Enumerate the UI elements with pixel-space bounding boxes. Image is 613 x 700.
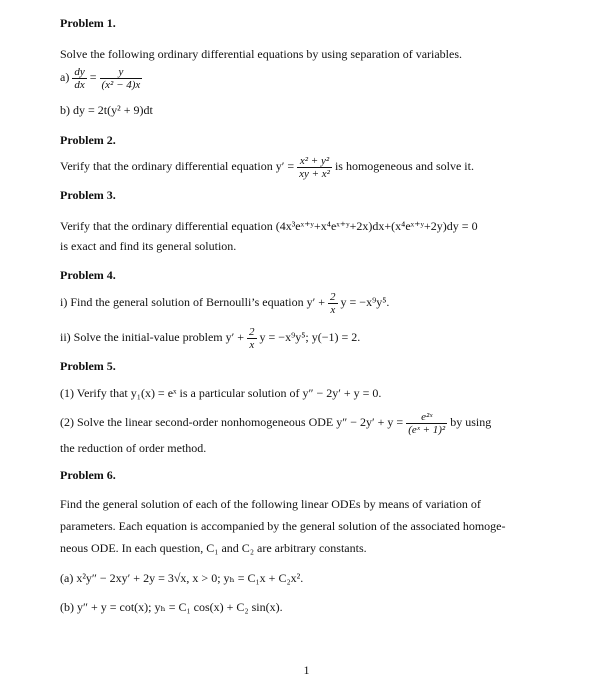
- problem-3-title: Problem 3.: [60, 188, 116, 202]
- problem-6-para-line-3: neous ODE. In each question, C₁ and C₂ are arbitrary constants.: [60, 541, 367, 555]
- problem-4-ii-pre: ii) Solve the initial-value problem y′ +: [60, 330, 245, 344]
- problem-4-i: [60, 287, 389, 317]
- fraction-denominator: xy + x²: [299, 167, 330, 180]
- problem-5-q2-line-2: the reduction of order method.: [60, 441, 207, 455]
- equals-sign: =: [89, 70, 97, 84]
- problem-1b: b) dy = 2t(y² + 9)dt: [60, 103, 153, 117]
- problem-6-para-line-1: Find the general solution of each of the following linear ODEs by means of variation of: [60, 497, 481, 511]
- problem-4-title: Problem 4.: [60, 268, 116, 282]
- problem-1a: [60, 62, 142, 92]
- problem-5-title: Problem 5.: [60, 359, 116, 373]
- problem-4-ii-fraction: [247, 326, 257, 351]
- fraction-denominator: x: [328, 303, 338, 316]
- problem-1-title: Problem 1.: [60, 16, 116, 30]
- fraction-numerator: y: [118, 65, 124, 78]
- problem-4-ii: [60, 322, 360, 352]
- problem-5-q1: (1) Verify that y₁(x) = eˣ is a particular solution of y″ − 2y′ + y = 0.: [60, 386, 382, 400]
- problem-1a-rhs-fraction: [100, 66, 143, 91]
- fraction-denominator: (x² − 4)x: [101, 78, 141, 91]
- problem-6-title: Problem 6.: [60, 468, 116, 482]
- problem-2-statement: [60, 150, 474, 182]
- problem-2-text-pre: Verify that the ordinary differential equation y′ =: [60, 159, 295, 173]
- problem-5-q2-fraction: [406, 411, 447, 436]
- fraction-denominator: x: [247, 338, 257, 351]
- fraction-numerator: 2: [330, 290, 336, 303]
- fraction-numerator: e²ˣ: [421, 410, 433, 423]
- page-number: 1: [303, 663, 310, 677]
- problem-4-i-post: y = −x⁹y⁵.: [340, 295, 390, 309]
- problem-4-i-fraction: [328, 291, 338, 316]
- fraction-numerator: dy: [74, 65, 85, 78]
- fraction-numerator: x² + y²: [299, 154, 330, 167]
- problem-3-line-2: is exact and find its general solution.: [60, 239, 237, 253]
- problem-6b: (b) y″ + y = cot(x); yₕ = C₁ cos(x) + C₂ sin(x).: [60, 600, 283, 614]
- problem-2-text-post: is homogeneous and solve it.: [334, 159, 474, 173]
- problem-6-para-line-2: parameters. Each equation is accompanied by the general solution of the associated homoge-: [60, 519, 506, 533]
- problem-6a: (a) x²y″ − 2xy′ + 2y = 3√x, x > 0; yₕ = C₁x + C₂x².: [60, 571, 304, 585]
- fraction-denominator: dx: [74, 78, 85, 91]
- problem-1-intro: Solve the following ordinary differential equations by using separation of variables.: [60, 47, 463, 61]
- problem-2-title: Problem 2.: [60, 133, 116, 147]
- problem-5-q2: [60, 407, 491, 437]
- problem-1a-lhs-fraction: [72, 66, 86, 91]
- fraction-numerator: 2: [249, 325, 255, 338]
- problem-4-ii-post: y = −x⁹y⁵; y(−1) = 2.: [259, 330, 361, 344]
- problem-3-line-1: Verify that the ordinary differential equation (4x³eˣ⁺ʸ+x⁴eˣ⁺ʸ+2x)dx+(x⁴eˣ⁺ʸ+2y)dy = 0: [60, 219, 478, 233]
- fraction-denominator: (eˣ + 1)²: [408, 423, 446, 436]
- problem-2-fraction: [297, 155, 332, 180]
- problem-4-i-pre: i) Find the general solution of Bernoulli’s equation y′ +: [60, 295, 326, 309]
- problem-5-q2-pre: (2) Solve the linear second-order nonhomogeneous ODE y″ − 2y′ + y =: [60, 415, 404, 429]
- problem-1a-label: a): [60, 70, 70, 84]
- problem-5-q2-post: by using: [450, 415, 492, 429]
